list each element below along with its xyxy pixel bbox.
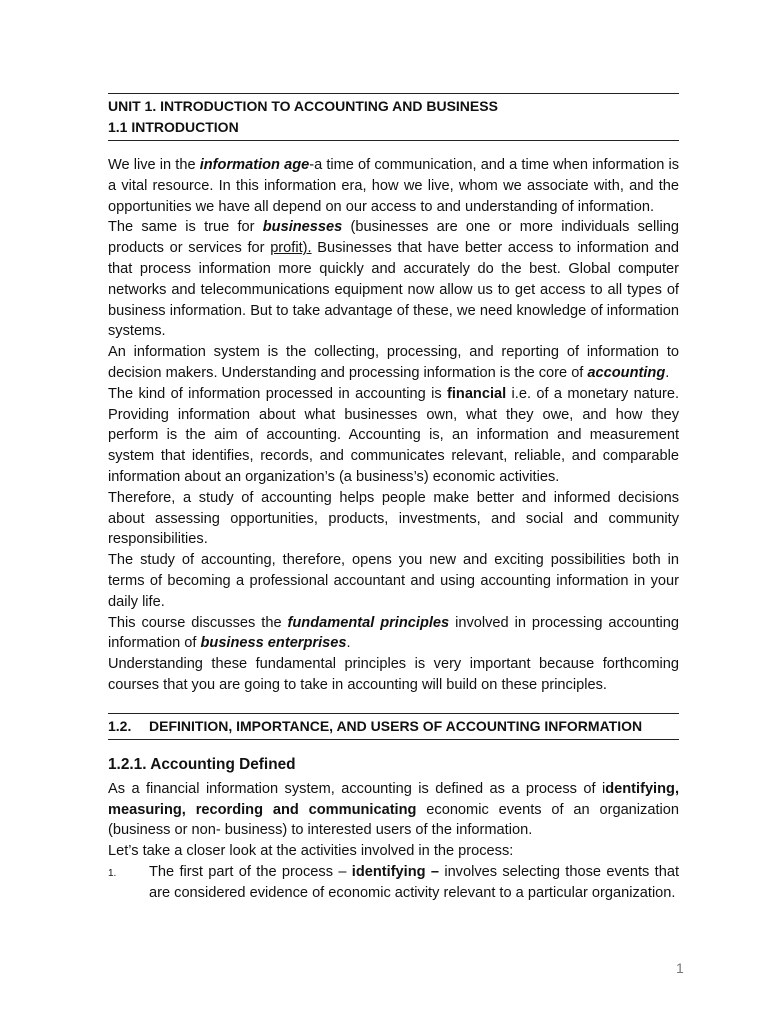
- section-heading-1-2: [108, 713, 679, 740]
- page-number: 1: [676, 960, 684, 976]
- paragraph-financial: The kind of information processed in accounting is financial i.e. of a monetary nature. Providing information about what businesses own, what they owe, and how they perform is the aim of accounting. Accounting is, an information and measurement system that identifies, records, and communicates relevant, reliable, and comparable information about an organization’s (a business’s) economic activities.: [108, 385, 680, 485]
- keyword-information-age: information age: [199, 157, 310, 173]
- paragraph-study-decisions: Therefore, a study of accounting helps people make better and informed decisions about assessing opportunities, products, investments, and social and community responsibilities.: [108, 489, 679, 548]
- paragraph-accounting-defined: As a financial information system, accounting is defined as a process of identifying, measuring, recording and communicating economic events of an organization (business or non- business) to interested users of the information.: [108, 780, 679, 839]
- unit-heading-block: [108, 93, 679, 141]
- unit-title: UNIT 1. INTRODUCTION TO ACCOUNTING AND BUSINESS: [108, 98, 498, 114]
- keyword-process-steps: dentifying, measuring, recording and communicating: [108, 780, 679, 818]
- list-item: 1. The first part of the process – identifying – involves selecting those events that are considered evidence of economic activity relevant to a particular organization.: [108, 863, 679, 901]
- subsection-heading-1-2-1: 1.2.1. Accounting Defined: [108, 755, 296, 773]
- section-heading-1-1: 1.1 INTRODUCTION: [108, 119, 239, 135]
- paragraph-businesses: The same is true for businesses (businesses are one or more individuals selling products or services for profit). Businesses that have better access to information and that process information more quickly and accurately do the best. Global computer networks and telecommunications equipment now allow us to get access to all types of business information. But to take advantage of these, we need knowledge of information systems.: [108, 219, 679, 340]
- paragraph-understanding-principles: Understanding these fundamental principles is very important because forthcoming courses that you are going to take in accounting will build on these principles.: [108, 656, 679, 693]
- paragraph-possibilities: The study of accounting, therefore, opens you new and exciting possibilities both in terms of becoming a professional accountant and using accounting information in your daily life.: [108, 552, 679, 610]
- section-title: DEFINITION, IMPORTANCE, AND USERS OF ACCOUNTING INFORMATION: [149, 717, 643, 734]
- section-number: 1.2.: [108, 717, 132, 734]
- paragraph-information-system: An information system is the collecting, processing, and reporting of information to decision makers. Understanding and processing information is the core of accounting.: [108, 344, 679, 381]
- paragraph-closer-look: Let’s take a closer look at the activities involved in the process:: [108, 843, 514, 860]
- document-body: [108, 93, 679, 904]
- keyword-financial: financial: [446, 385, 507, 402]
- keyword-identifying: identifying –: [351, 863, 439, 880]
- underlined-profit: profit).: [270, 240, 312, 257]
- list-number: 1.: [108, 867, 117, 879]
- keyword-accounting: accounting: [587, 364, 666, 381]
- keyword-fundamental-principles: fundamental principles: [287, 614, 450, 631]
- paragraph-information-age: We live in the information age-a time of communication, and a time when information is a vital resource. In this information era, how we live, whom we associate with, and the opportunities we have all depend on our access to and understanding of information.: [108, 157, 680, 215]
- keyword-businesses: businesses: [262, 219, 343, 236]
- paragraph-course-discusses: This course discusses the fundamental principles involved in processing accounting information of business enterprises.: [108, 614, 679, 652]
- keyword-business-enterprises: business enterprises: [200, 635, 347, 652]
